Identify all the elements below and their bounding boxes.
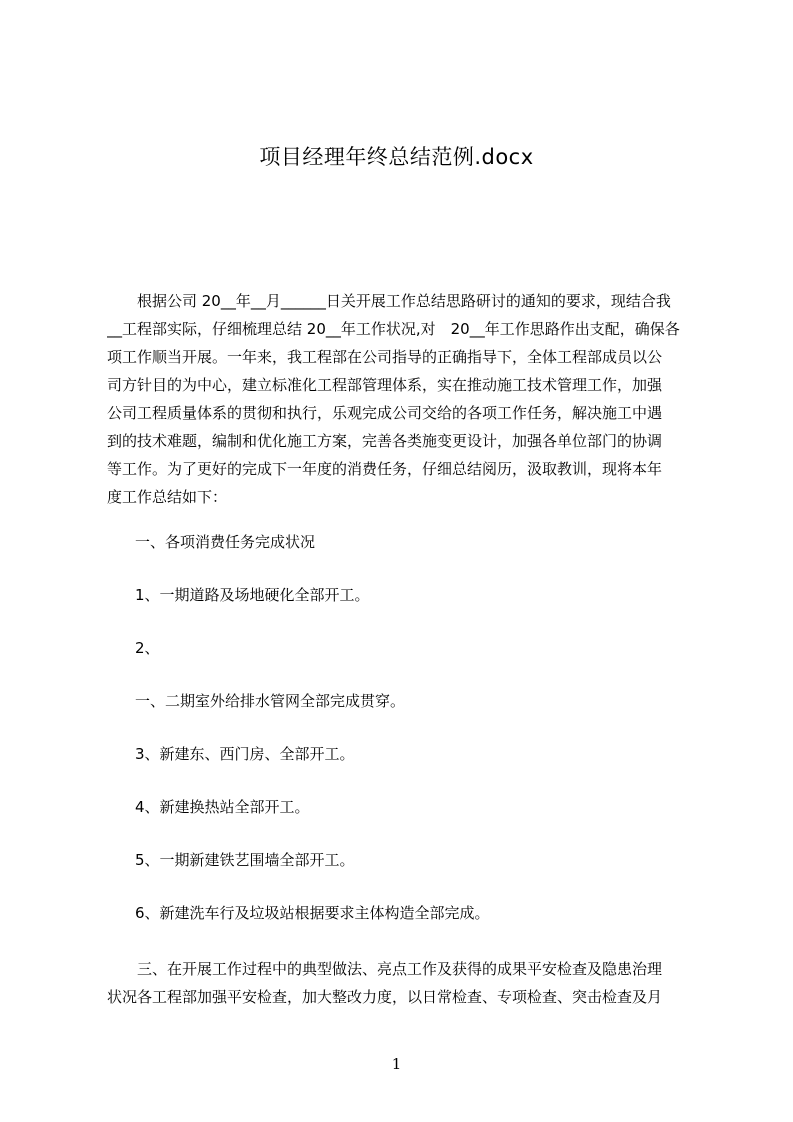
intro-line: 度工作总结如下：: [107, 488, 228, 506]
intro-paragraph: [107, 287, 698, 511]
list-item: 5、一期新建铁艺围墙全部开工。: [135, 851, 355, 869]
list-item: 1、一期道路及场地硬化全部开工。: [135, 586, 370, 604]
intro-line: 到的技术难题，编制和优化施工方案，完善各类施变更设计，加强各单位部门的协调: [107, 432, 663, 450]
section3-line: 状况各工程部加强平安检查，加大整改力度，以日常检查、专项检查、突击检查及月: [107, 988, 663, 1006]
list-item: 2、: [135, 639, 160, 657]
list-item: 一、二期室外给排水管网全部完成贯穿。: [135, 692, 406, 710]
intro-line: 项工作顺当开展。一年来，我工程部在公司指导的正确指导下，全体工程部成员以公: [107, 348, 663, 366]
intro-line: 司方针目的为中心，建立标准化工程部管理体系，实在推动施工技术管理工作，加强: [107, 376, 663, 394]
intro-line: 根据公司 20__年__月______日关开展工作总结思路研讨的通知的要求，现结合我: [107, 292, 671, 310]
document-title: 项目经理年终总结范例.docx: [259, 145, 534, 169]
section3-line: 三、在开展工作过程中的典型做法、亮点工作及获得的成果平安检查及隐患治理: [107, 960, 663, 978]
page-number: 1: [391, 1055, 402, 1073]
intro-line: __工程部实际，仔细梳理总结 20__年工作状况,对 20__年工作思路作出支配，确保各: [107, 320, 680, 338]
list-item: 4、新建换热站全部开工。: [135, 798, 310, 816]
list-item: 3、新建东、西门房、全部开工。: [135, 745, 355, 763]
section-heading: 一、各项消费任务完成状况: [135, 533, 316, 551]
intro-line: 等工作。为了更好的完成下一年度的消费任务，仔细总结阅历，汲取教训，现将本年: [107, 460, 663, 478]
list-item: 6、新建洗车行及垃圾站根据要求主体构造全部完成。: [135, 904, 490, 922]
intro-line: 公司工程质量体系的贯彻和执行，乐观完成公司交给的各项工作任务，解决施工中遇: [107, 404, 663, 422]
section3-paragraph: [107, 955, 698, 1011]
